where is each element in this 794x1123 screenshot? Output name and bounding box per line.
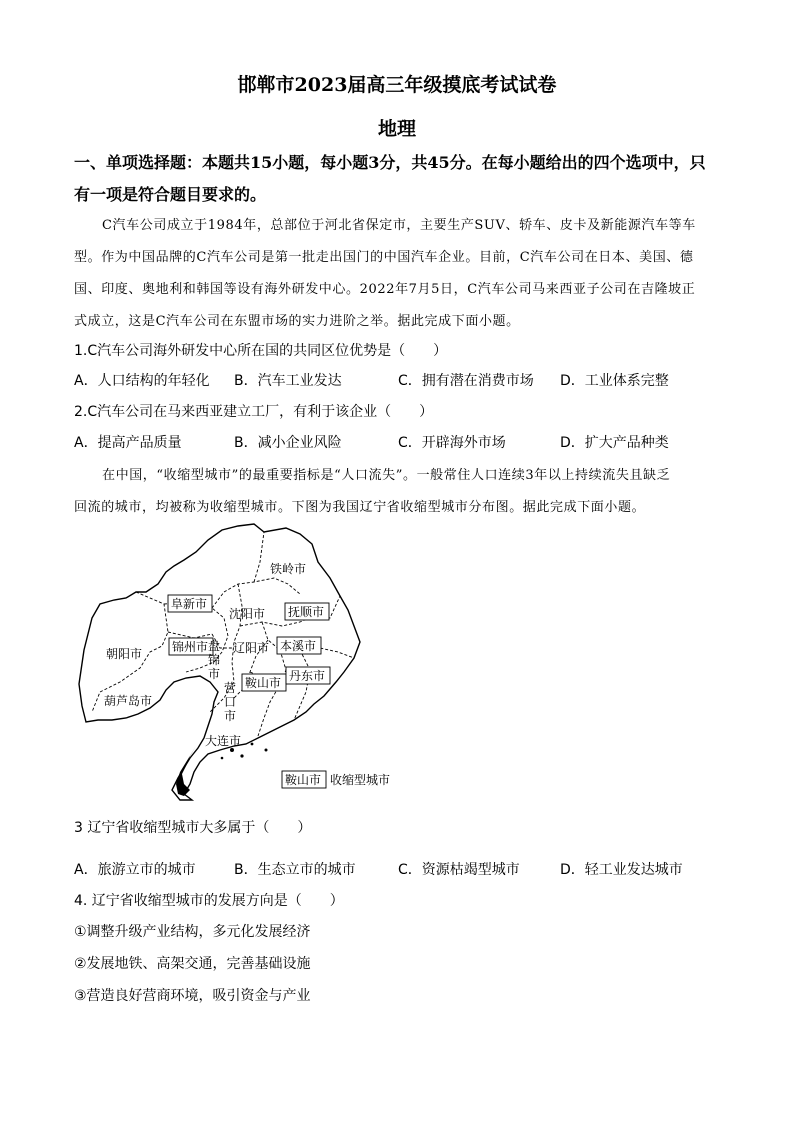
city-label-shenyang: 沈阳市 <box>229 607 266 621</box>
city-label-panjin-1: 盘 <box>208 639 221 653</box>
city-label-yingkou-2: 口 <box>224 695 237 709</box>
city-label-chaoyang: 朝阳市 <box>106 647 143 661</box>
passage2-line: 回流的城市，均被称为收缩型城市。下图为我国辽宁省收缩型城市分布图。据此完成下面小题。 <box>74 500 646 515</box>
passage1-line: 式成立，这是C汽车公司在东盟市场的实力进阶之举。据此完成下面小题。 <box>74 314 520 329</box>
city-label-dandong: 丹东市 <box>289 669 326 683</box>
city-label-panjin-2: 锦 <box>208 653 221 667</box>
map-legend <box>282 771 390 788</box>
section-heading-line1: 一、单项选择题：本题共15小题，每小题3分，共45分。在每小题给出的四个选项中，只 <box>74 153 706 172</box>
legend-label: 收缩型城市 <box>330 773 391 787</box>
question-3-stem: 3 辽宁省收缩型城市大多属于（ ） <box>74 820 312 836</box>
question-2-option-a[interactable]: A．提高产品质量 <box>74 435 182 451</box>
question-3-option-d[interactable]: D．轻工业发达城市 <box>560 862 683 878</box>
city-label-yingkou-1: 营 <box>224 681 237 695</box>
exam-title: 邯郸市2023届高三年级摸底考试试卷 <box>237 74 557 96</box>
question-1-option-c[interactable]: C．拥有潜在消费市场 <box>398 373 534 389</box>
city-label-panjin-3: 市 <box>208 667 221 681</box>
question-3-option-c[interactable]: C．资源枯竭型城市 <box>398 862 520 878</box>
question-1-stem: 1.C汽车公司海外研发中心所在国的共同区位优势是（ ） <box>74 343 448 359</box>
city-label-jinzhou: 锦州市 <box>172 640 209 654</box>
city-label-tieling: 铁岭市 <box>270 562 307 576</box>
passage1-line: 国、印度、奥地利和韩国等设有海外研发中心。2022年7月5日，C汽车公司马来西亚子公司在吉隆坡正 <box>74 282 696 297</box>
question-4-item: ①调整升级产业结构，多元化发展经济 <box>74 924 311 940</box>
liaoning-shrinking-cities-map <box>74 522 404 804</box>
question-4-item: ②发展地铁、高架交通，完善基础设施 <box>74 956 311 972</box>
passage2-line: 在中国，“收缩型城市”的最重要指标是“人口流失”。一般常住人口连续3年以上持续流失且缺乏 <box>102 468 671 483</box>
question-4-stem: 4. 辽宁省收缩型城市的发展方向是（ ） <box>74 893 344 909</box>
city-label-fuxin: 阜新市 <box>171 597 208 611</box>
question-3-option-a[interactable]: A．旅游立市的城市 <box>74 862 196 878</box>
question-1-option-d[interactable]: D．工业体系完整 <box>560 373 669 389</box>
city-label-dalian: 大连市 <box>205 734 242 748</box>
question-2-option-d[interactable]: D．扩大产品种类 <box>560 435 669 451</box>
question-4-item: ③营造良好营商环境，吸引资金与产业 <box>74 988 311 1004</box>
question-3-option-b[interactable]: B．生态立市的城市 <box>234 862 356 878</box>
city-label-huludao: 葫芦岛市 <box>104 694 153 708</box>
section-heading-line2: 有一项是符合题目要求的。 <box>74 185 267 204</box>
passage1-line: C汽车公司成立于1984年，总部位于河北省保定市，主要生产SUV、轿车、皮卡及新能源汽车等车 <box>102 218 696 233</box>
passage1-line: 型。作为中国品牌的C汽车公司是第一批走出国门的中国汽车企业。目前，C汽车公司在日本、美国、德 <box>74 250 694 265</box>
question-2-option-b[interactable]: B．减小企业风险 <box>234 435 342 451</box>
question-2-stem: 2.C汽车公司在马来西亚建立工厂，有利于该企业（ ） <box>74 404 434 420</box>
city-label-liaoyang: 辽阳市 <box>233 641 270 655</box>
question-1-option-a[interactable]: A．人口结构的年轻化 <box>74 373 210 389</box>
legend-sample-box: 鞍山市 <box>285 773 322 787</box>
city-label-yingkou-3: 市 <box>224 709 237 723</box>
city-label-benxi: 本溪市 <box>280 639 317 653</box>
question-1-option-b[interactable]: B．汽车工业发达 <box>234 373 342 389</box>
question-2-option-c[interactable]: C．开辟海外市场 <box>398 435 506 451</box>
subject-title: 地理 <box>377 118 416 140</box>
city-label-anshan: 鞍山市 <box>245 676 282 690</box>
city-label-fushun: 抚顺市 <box>288 605 325 619</box>
